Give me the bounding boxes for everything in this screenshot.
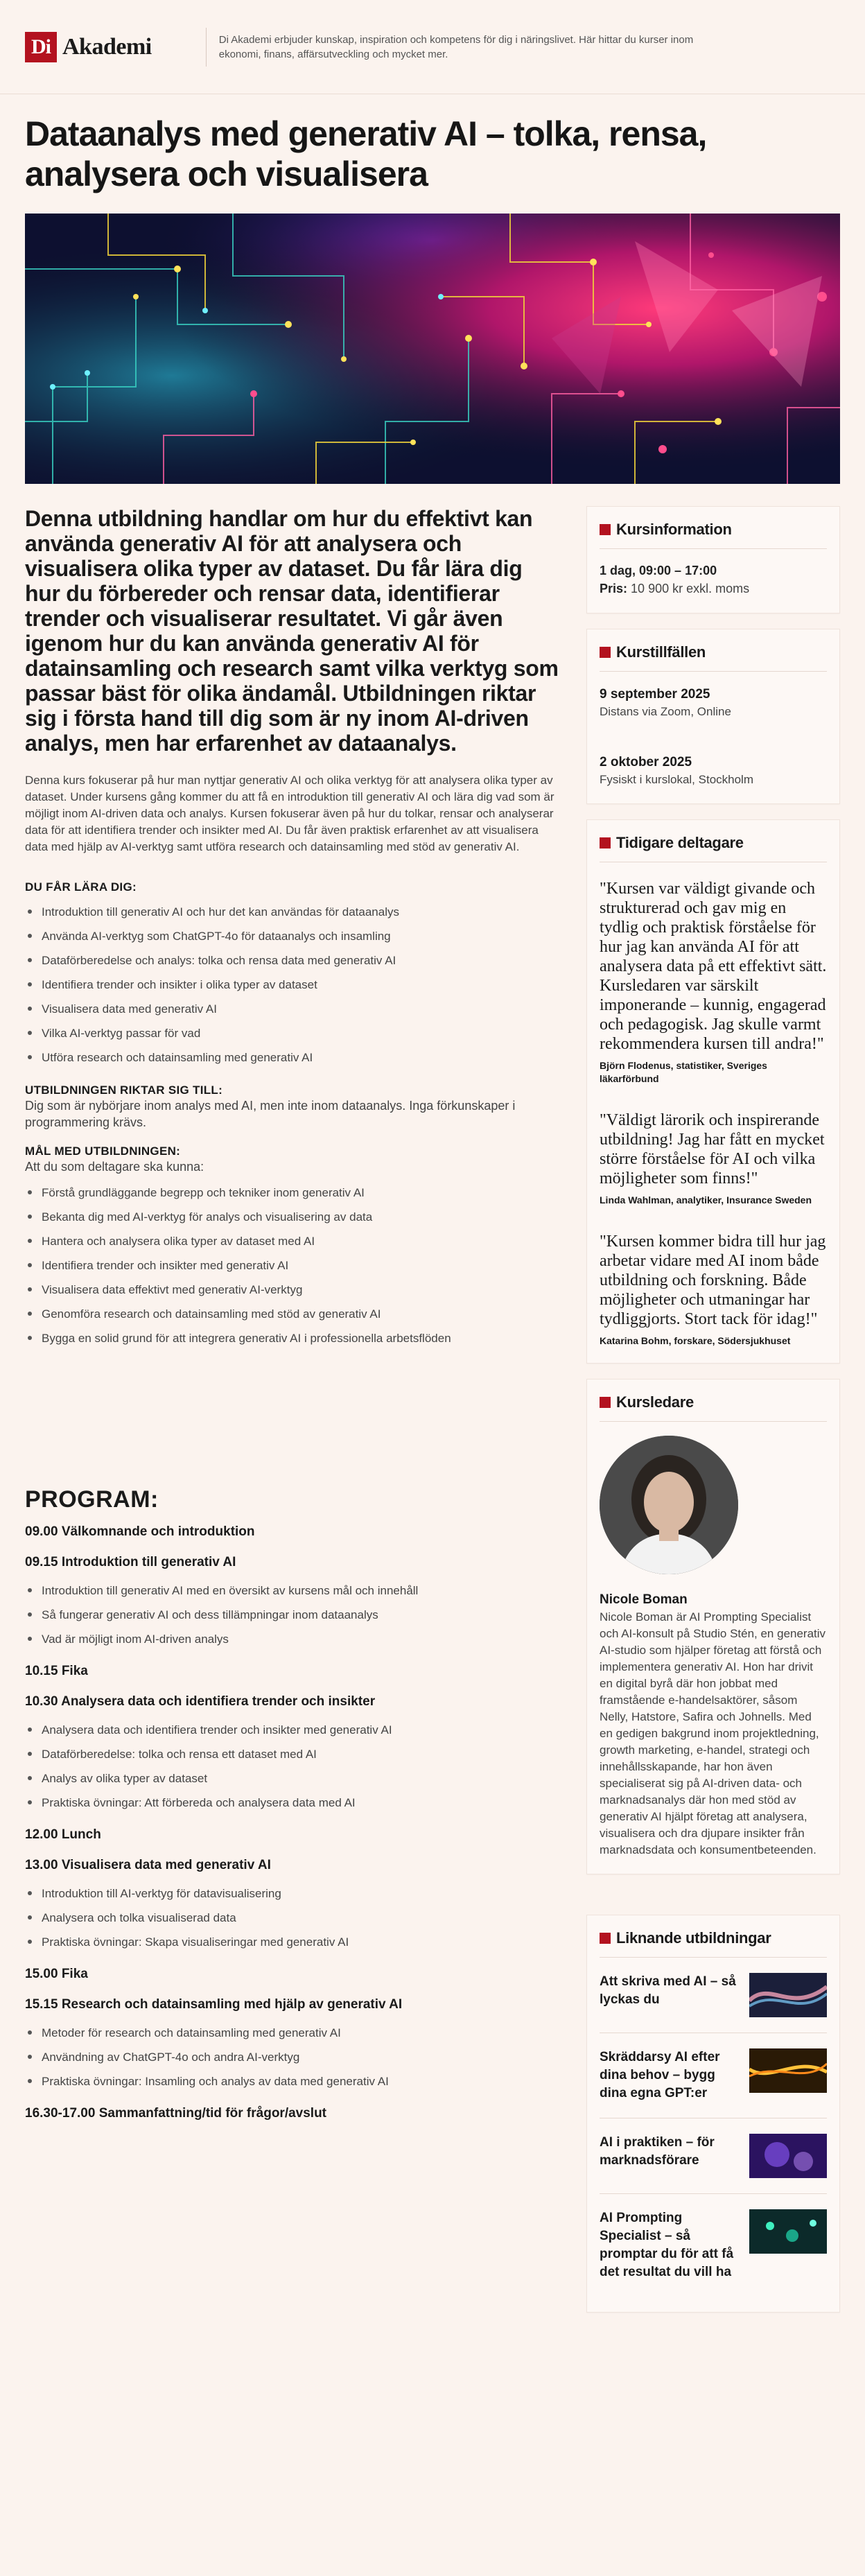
card-title: Kursledare (616, 1393, 694, 1411)
list-item: Användning av ChatGPT-4o och andra AI-verktyg (25, 2045, 563, 2069)
course-thumbnail (749, 2134, 827, 2178)
instructor-card (586, 1379, 840, 1874)
goals-intro: Att du som deltagare ska kunna: (25, 1160, 204, 1174)
list-item: Identifiera trender och insikter med generativ AI (25, 1253, 563, 1278)
page-title: Dataanalys med generativ AI – tolka, rensa, analysera och visualisera (25, 114, 707, 193)
list-item: Vad är möjligt inom AI-driven analys (25, 1627, 563, 1651)
site-header (0, 0, 865, 94)
list-item: Praktiska övningar: Skapa visualiseringar med generativ AI (25, 1930, 563, 1954)
occasion-item[interactable] (600, 686, 827, 720)
list-item: Praktiska övningar: Insamling och analys av data med generativ AI (25, 2069, 563, 2094)
similar-course-link[interactable] (600, 2194, 827, 2297)
program-time: 10.15 Fika (25, 1664, 88, 1678)
red-square-icon (600, 1397, 611, 1408)
program-item (25, 1825, 563, 1845)
duration-value: 1 dag, 09:00 – 17:00 (600, 564, 717, 577)
similar-course-title: Skräddarsy AI efter dina behov – bygg dina egna GPT:er (600, 2050, 720, 2100)
program-time: 10.30 Analysera data och identifiera trender och insikter (25, 1694, 376, 1709)
testimonial-author: Linda Wahlman, analytiker, Insurance Sweden (600, 1194, 812, 1206)
testimonial-quote: "Kursen kommer bidra till hur jag arbetar vidare med AI inom både utbildning och forskning. Både möjligheter och utmaningar har tydliggjorts. Stort tack för idag!" (600, 1233, 826, 1328)
list-item: Dataförberedelse: tolka och rensa ett dataset med AI (25, 1742, 563, 1766)
instructor-name: Nicole Boman (600, 1592, 688, 1607)
list-item: Bygga en solid grund för att integrera generativ AI i professionella arbetsflöden (25, 1326, 563, 1350)
lead-text: Denna utbildning handlar om hur du effektivt kan använda generativ AI för att analysera och visualisera olika typer av dataset. Du får lära dig hur du förbereder och rensar data, identifierar trender och visualiserar resultatet. Vi går även igenom hur du kan använda generativ AI för datainsamling och research samt vilka verktyg som passar bäst för olika ändamål. Utbildningen riktar sig i första hand till dig som är ny inom AI-driven analys, men har erfarenhet av dataanalys. (25, 506, 559, 756)
program-item (25, 1855, 563, 1954)
instructor-avatar (600, 1436, 738, 1574)
red-square-icon (600, 837, 611, 848)
card-title: Kursinformation (616, 521, 732, 538)
body-text: Denna kurs fokuserar på hur man nyttjar generativ AI och olika verktyg för att analysera olika typer av dataset. Under kursens gång kommer du att få en introduktion till generativ AI och lära dig vad som är möjligt inom AI-driven data och analys. Kursen fokuserar även på hur du tolkar, rensar och analyserar data för att identifiera trender och insikter med AI. Du får även praktisk erfarenhet av att visualisera data med hjälp av AI-verktyg samt utföra research och datainsamling med stöd av generativ AI. (25, 774, 554, 853)
similar-course-link[interactable] (600, 2033, 827, 2118)
red-square-icon (600, 1933, 611, 1944)
list-item: Introduktion till generativ AI och hur det kan användas för dataanalys (25, 900, 563, 924)
list-item: Vilka AI-verktyg passar för vad (25, 1021, 563, 1045)
goals-heading: MÅL MED UTBILDNINGEN: (25, 1145, 181, 1158)
list-item: Introduktion till generativ AI med en översikt av kursens mål och innehåll (25, 1578, 563, 1603)
list-item: Visualisera data med generativ AI (25, 997, 563, 1021)
program-time: 09.15 Introduktion till generativ AI (25, 1555, 236, 1569)
program-time: 13.00 Visualisera data med generativ AI (25, 1858, 271, 1872)
similar-course-link[interactable] (600, 2118, 827, 2194)
course-thumbnail (749, 2048, 827, 2093)
similar-course-title: AI i praktiken – för marknadsförare (600, 2135, 715, 2168)
program-item (25, 1994, 563, 2094)
program-time: 15.15 Research och datainsamling med hjälp av generativ AI (25, 1997, 403, 2012)
logo-mark: Di (25, 32, 57, 62)
list-item: Metoder för research och datainsamling med generativ AI (25, 2021, 563, 2045)
header-tagline: Di Akademi erbjuder kunskap, inspiration och kompetens för dig i näringslivet. Här hittar du kurser inom ekonomi, finans, affärsutveckling och mycket mer. (218, 33, 694, 60)
goals-list (25, 1181, 563, 1350)
list-item: Introduktion till AI-verktyg för datavisualisering (25, 1881, 563, 1906)
testimonial (600, 1232, 827, 1348)
list-item: Analysera data och identifiera trender och insikter med generativ AI (25, 1718, 563, 1742)
testimonial-author: Katarina Bohm, forskare, Södersjukhuset (600, 1335, 791, 1346)
course-thumbnail (749, 1973, 827, 2017)
list-item: Analys av olika typer av dataset (25, 1766, 563, 1791)
similar-course-link[interactable] (600, 1958, 827, 2033)
course-thumbnail (749, 2209, 827, 2254)
list-item: Identifiera trender och insikter i olika typer av dataset (25, 973, 563, 997)
occasion-date: 9 september 2025 (600, 687, 710, 702)
testimonial-author: Björn Flodenus, statistiker, Sveriges läkarförbund (600, 1060, 767, 1084)
list-item: Praktiska övningar: Att förbereda och analysera data med AI (25, 1791, 563, 1815)
card-title: Kurstillfällen (616, 643, 706, 661)
similar-course-title: AI Prompting Specialist – så promptar du för att få det resultat du vill ha (600, 2211, 734, 2279)
similar-course-title: Att skriva med AI – så lyckas du (600, 1974, 736, 2007)
price-label: Pris: (600, 582, 628, 595)
di-akademi-logo[interactable] (25, 32, 152, 62)
red-square-icon (600, 647, 611, 658)
red-square-icon (600, 524, 611, 535)
sidebar (586, 506, 840, 2328)
occasions-card (586, 629, 840, 804)
list-item: Dataförberedelse och analys: tolka och rensa data med generativ AI (25, 948, 563, 973)
header-divider (206, 28, 207, 67)
program-time: 16.30-17.00 Sammanfattning/tid för frågor/avslut (25, 2106, 327, 2121)
course-info-card (586, 506, 840, 613)
program-item (25, 1552, 563, 1651)
card-title: Liknande utbildningar (616, 1929, 771, 1947)
instructor-bio: Nicole Boman är AI Prompting Specialist och AI-konsult på Studio Stén, en generativ AI-studio som hjälper företag att förstå och implementera generativ AI. Hon har drivit en digital byrå där hon jobbat med framstående e-handelsaktörer, såsom Nelly, Hatstore, Safira och Johnells. Med en gedigen bakgrund inom projektledning, growth marketing, e-handel, strategi och innehållsskapande, har hon även specialiserat sig på AI-driven data- och marknadsanalys där hon med stöd av generativ AI hjälpt företag att analysera, visualisera och dra djupare insikter från marknadsdata och konsumentbeteenden. (600, 1610, 826, 1856)
program-item (25, 1964, 563, 1985)
list-item: Analysera och tolka visualiserad data (25, 1906, 563, 1930)
list-item: Så fungerar generativ AI och dess tillämpningar inom dataanalys (25, 1603, 563, 1627)
list-item: Bekanta dig med AI-verktyg för analys och visualisering av data (25, 1205, 563, 1229)
occasion-item[interactable] (600, 754, 827, 788)
similar-courses-card (586, 1915, 840, 2313)
learn-list (25, 900, 563, 1070)
audience-text: Dig som är nybörjare inom analys med AI, men inte inom dataanalys. Inga förkunskaper i programmering krävs. (25, 1099, 516, 1129)
testimonial (600, 1111, 827, 1207)
program-item (25, 2103, 563, 2124)
card-title: Tidigare deltagare (616, 834, 744, 851)
testimonial-quote: "Kursen var väldigt givande och strukturerad och gav mig en tydlig och praktisk förståelse för hur jag kan använda AI för att analysera data på ett effektivt sätt. Kursledaren var särskilt imponerande – kunnig, engagerad och pedagogisk. Jag skulle varmt rekommendera kursen till andra!" (600, 880, 827, 1053)
course-price (600, 580, 827, 598)
learn-heading: DU FÅR LÄRA DIG: (25, 880, 137, 894)
program-time: 12.00 Lunch (25, 1827, 101, 1842)
program-time: 09.00 Välkomnande och introduktion (25, 1524, 255, 1539)
audience-heading: UTBILDNINGEN RIKTAR SIG TILL: (25, 1084, 223, 1097)
list-item: Använda AI-verktyg som ChatGPT-4o för dataanalys och insamling (25, 924, 563, 948)
program-title: PROGRAM: (25, 1486, 159, 1513)
occasion-date: 2 oktober 2025 (600, 755, 692, 769)
program-item (25, 1691, 563, 1815)
program-item (25, 1522, 563, 1542)
testimonial-quote: "Väldigt lärorik och inspirerande utbildning! Jag har fått en mycket större förståelse för AI och vilka möjligheter som finns!" (600, 1111, 825, 1187)
testimonial (600, 879, 827, 1086)
list-item: Utföra research och datainsamling med generativ AI (25, 1045, 563, 1070)
testimonials-card (586, 819, 840, 1364)
hero-image (25, 214, 840, 484)
logo-text: Akademi (62, 33, 152, 60)
occasion-place: Fysiskt i kurslokal, Stockholm (600, 773, 753, 786)
list-item: Hantera och analysera olika typer av dataset med AI (25, 1229, 563, 1253)
program-time: 15.00 Fika (25, 1967, 88, 1981)
price-value: 10 900 kr exkl. moms (631, 582, 750, 595)
main-content (25, 506, 840, 2328)
course-description (25, 506, 563, 2328)
list-item: Visualisera data effektivt med generativ AI-verktyg (25, 1278, 563, 1302)
course-duration (600, 562, 827, 580)
list-item: Förstå grundläggande begrepp och tekniker inom generativ AI (25, 1181, 563, 1205)
program-item (25, 1661, 563, 1682)
occasion-place: Distans via Zoom, Online (600, 705, 731, 718)
list-item: Genomföra research och datainsamling med stöd av generativ AI (25, 1302, 563, 1326)
